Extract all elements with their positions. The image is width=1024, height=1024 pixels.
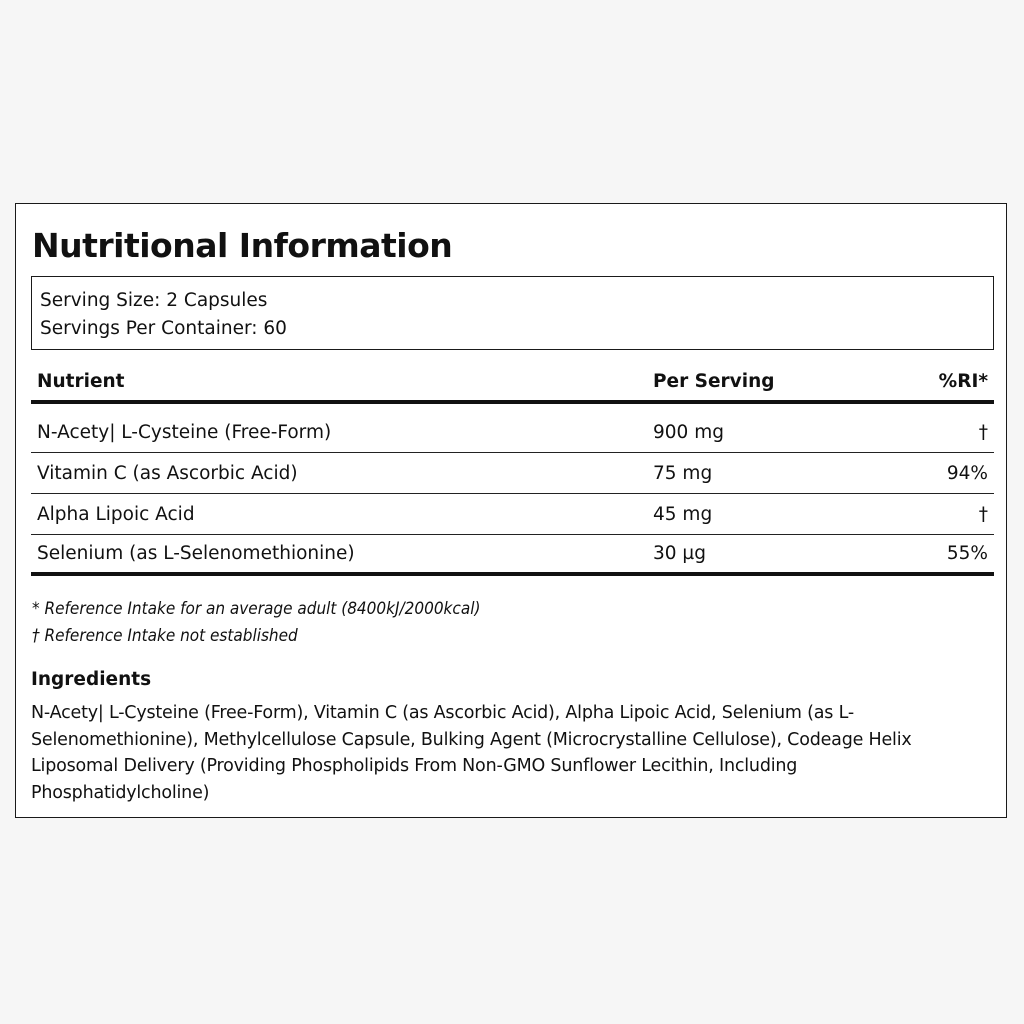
nutrient-amount: 30 µg	[653, 543, 706, 564]
table-row	[31, 535, 994, 576]
serving-info-box	[31, 276, 994, 350]
table-row	[31, 494, 994, 535]
table-header	[31, 362, 994, 404]
nutrient-name: Alpha Lipoic Acid	[37, 503, 195, 525]
header-nutrient: Nutrient	[37, 370, 125, 392]
header-per-serving: Per Serving	[653, 370, 775, 392]
nutrient-ri: †	[978, 503, 988, 525]
header-ri: %RI*	[938, 370, 988, 392]
nutrient-ri: 94%	[946, 462, 988, 484]
nutrient-table	[31, 362, 994, 576]
ingredients-title: Ingredients	[31, 669, 152, 690]
nutrient-ri: 55%	[946, 543, 988, 564]
ingredients-text: N-Acety| L-Cysteine (Free-Form), Vitamin C (as Ascorbic Acid), Alpha Lipoic Acid, Selenium (as L-Selenomethionine), Methylcellulose Capsule, Bulking Agent (Microcrystalline Cellulose), Codeage Helix Liposomal Delivery (Providing Phospholipids From Non-GMO Sunflower Lecithin, Including Phosphatidylcholine)	[31, 703, 912, 803]
footnotes	[32, 596, 480, 650]
nutrient-name: N-Acety| L-Cysteine (Free-Form)	[37, 421, 332, 443]
nutrient-name: Vitamin C (as Ascorbic Acid)	[37, 462, 298, 484]
nutrition-panel	[15, 203, 1007, 818]
table-row	[31, 404, 994, 453]
panel-title: Nutritional Information	[32, 226, 453, 265]
nutrient-amount: 75 mg	[653, 462, 713, 484]
footnote-reference-intake: * Reference Intake for an average adult (8400kJ/2000kcal)	[32, 599, 481, 619]
nutrient-name: Selenium (as L-Selenomethionine)	[37, 543, 355, 564]
nutrient-amount: 45 mg	[653, 503, 713, 525]
servings-per-container: Servings Per Container: 60	[40, 318, 287, 339]
table-row	[31, 453, 994, 494]
nutrient-ri: †	[978, 421, 988, 443]
nutrient-amount: 900 mg	[653, 421, 724, 443]
footnote-not-established: † Reference Intake not established	[32, 626, 298, 646]
serving-size: Serving Size: 2 Capsules	[40, 290, 268, 311]
